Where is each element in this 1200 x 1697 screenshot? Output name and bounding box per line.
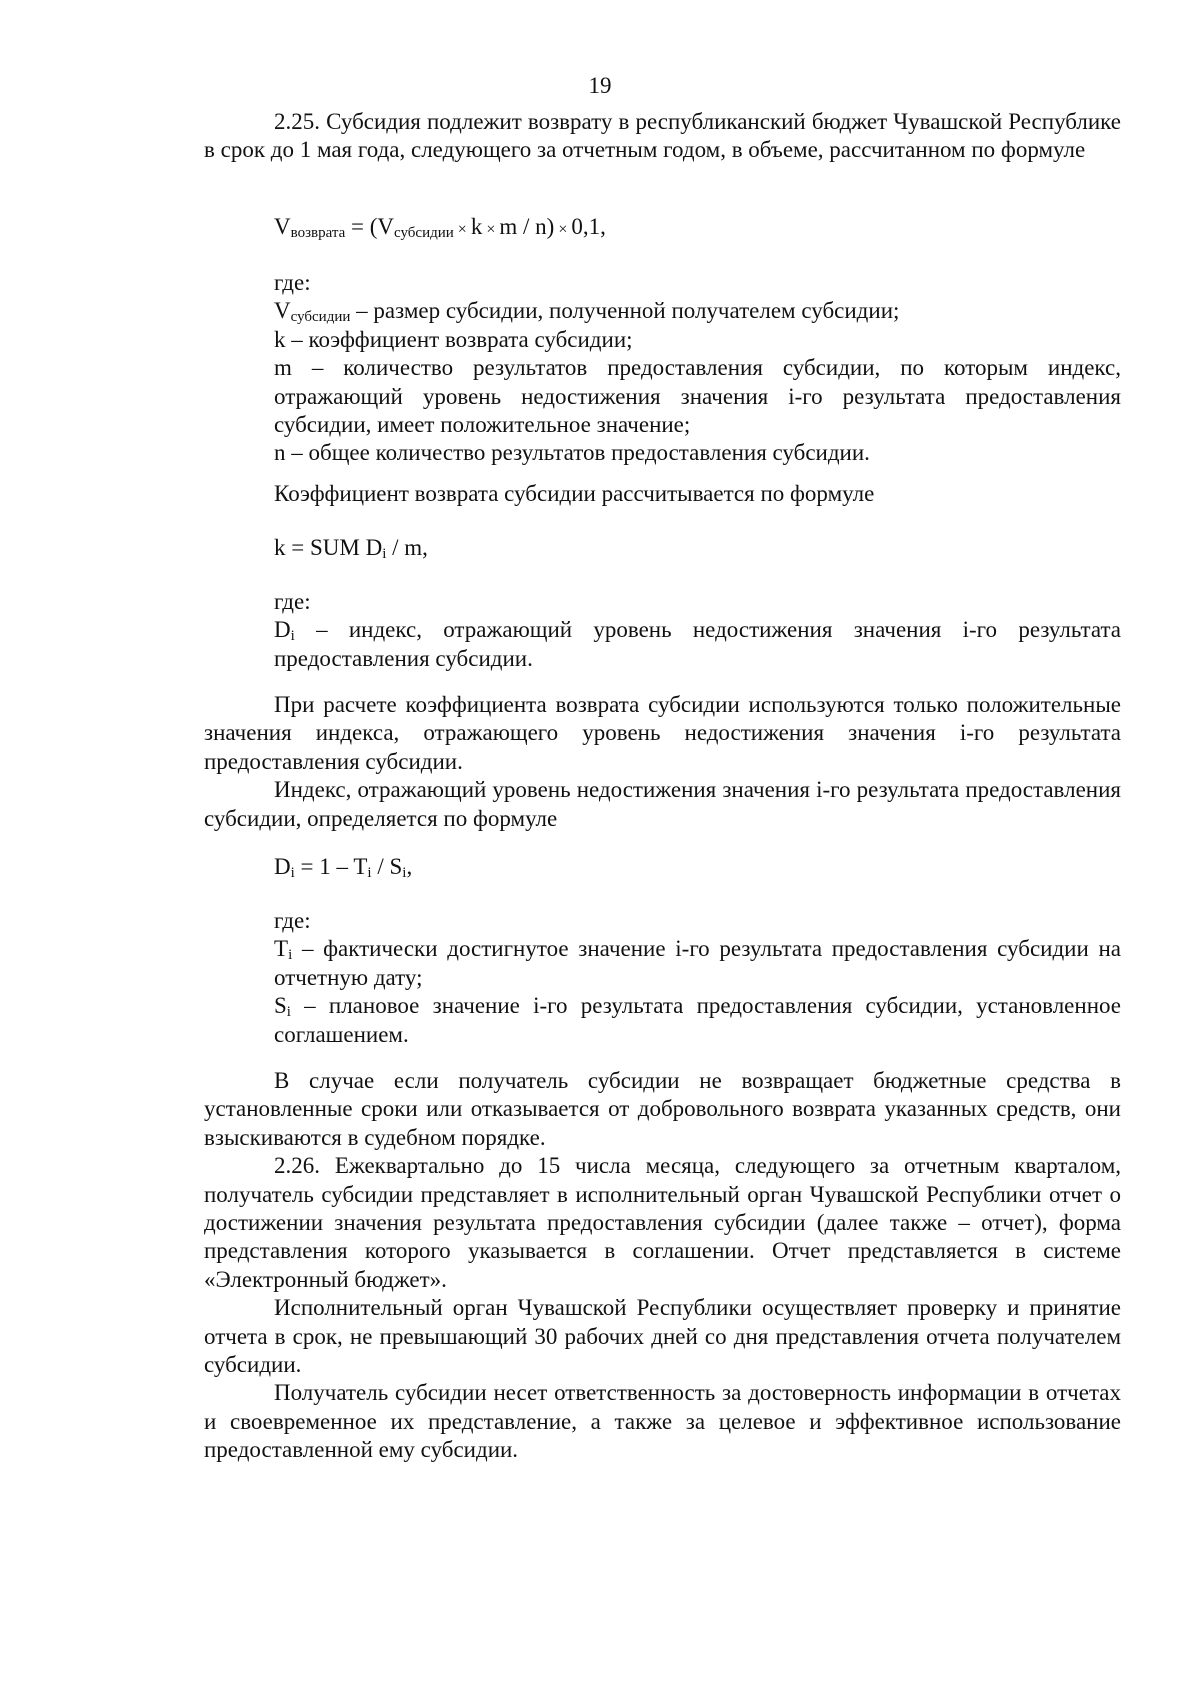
formula-v-k: k — [470, 214, 483, 239]
def-s-text: – плановое значение i-го результата предоставления субсидии, установленное соглашением. — [274, 993, 1121, 1047]
coefficient-intro-text: Коэффициент возврата субсидии рассчитывается по формуле — [274, 481, 875, 506]
formula-v-sub: возврата — [290, 225, 346, 241]
definitions-return-volume — [204, 269, 1121, 468]
paragraph-2-25-text: 2.25. Субсидия подлежит возврату в республиканский бюджет Чувашской Республике в срок до 1 мая года, следующего за отчетным годом, в объеме, рассчитанном по формуле — [204, 109, 1121, 163]
formula-d-sub: i — [290, 865, 295, 881]
formula-v-times-2: × — [486, 221, 496, 238]
formula-v-tail: 0,1, — [571, 214, 606, 239]
coefficient-intro — [204, 480, 1121, 508]
formula-v-subsidy-sub: субсидии — [394, 225, 454, 241]
definition-m: m – количество результатов предоставления субсидии, по которым индекс, отражающий уровень недостижения значения i-го результата предоставления субсидии, имеет положительное значение; — [274, 355, 1121, 438]
page-number: 19 — [588, 73, 612, 98]
paragraph-responsibility-text: Получатель субсидии несет ответственность за достоверность информации в отчетах и своевременное их представление, а также за целевое и эффективное использование предоставленной ему субсидии. — [204, 1380, 1121, 1463]
formula-return-volume-line — [274, 213, 1121, 244]
formula-s-sub: i — [402, 865, 407, 881]
paragraph-2-25 — [204, 108, 1121, 165]
definitions-index — [204, 907, 1121, 1049]
formula-k-head: k = SUM D — [274, 535, 383, 560]
def-s-var: S — [274, 993, 287, 1019]
def-d-text: – индекс, отражающий уровень недостижения значения i-го результата предоставления субсидии. — [274, 617, 1121, 671]
formula-d-mid: = 1 – T — [294, 854, 368, 879]
formula-k-line — [274, 534, 1121, 562]
formula-d-slash: / S — [371, 854, 403, 879]
paragraph-index-text: Индекс, отражающий уровень недостижения значения i-го результата предоставления субсидии, определяется по формуле — [204, 777, 1121, 831]
def-t-text: – фактически достигнутое значение i-го результата предоставления субсидии на отчетную дату; — [274, 936, 1121, 990]
paragraph-positive-text: При расчете коэффициента возврата субсидии используются только положительные значения индекса, отражающего уровень недостижения значения i-го результата предоставления субсидии. — [204, 692, 1121, 774]
paragraph-positive-values — [204, 691, 1121, 833]
definition-k: k – коэффициент возврата субсидии; — [274, 326, 633, 352]
definition-n: n – общее количество результатов предоставления субсидии. — [274, 440, 870, 466]
paragraph-2-26-text: 2.26. Ежеквартально до 15 числа месяца, следующего за отчетным кварталом, получатель субсидии представляет в исполнительный орган Чувашской Республики отчет о достижении значения результата предоставления субсидии (далее также – отчет), форма представления которого указывается в соглашении. Отчет представляется в системе «Электронный бюджет». — [204, 1153, 1121, 1292]
def-v-sub: субсидии — [290, 309, 351, 326]
def-t-sub: i — [288, 947, 293, 964]
def-d-sub: i — [290, 628, 295, 645]
def-d-var: D — [274, 617, 291, 643]
formula-v-times-3: × — [558, 221, 568, 238]
formula-return-volume — [204, 213, 1121, 244]
formula-v-var: V — [274, 214, 291, 239]
where-label-1: где: — [274, 270, 311, 295]
formula-v-times-1: × — [457, 221, 467, 238]
formula-d-end: , — [406, 854, 413, 879]
formula-k-tail: / m, — [386, 535, 428, 560]
where-label-2: где: — [274, 589, 311, 614]
formula-index — [204, 853, 1121, 881]
definition-t — [204, 935, 1121, 992]
def-t-var: T — [274, 936, 289, 962]
formula-coefficient — [204, 534, 1121, 562]
definition-v-subsidy — [204, 297, 1121, 325]
def-v-text: – размер субсидии, полученной получателем субсидии; — [350, 298, 900, 324]
formula-t-sub: i — [367, 865, 372, 881]
formula-v-m-n: m / n) — [499, 214, 555, 239]
formula-v-eq: = (V — [351, 214, 395, 239]
where-label-3: где: — [274, 908, 311, 933]
paragraph-check-text: Исполнительный орган Чувашской Республики осуществляет проверку и принятие отчета в срок, не превышающий 30 рабочих дней со дня представления отчета получателем субсидии. — [204, 1295, 1121, 1378]
paragraph-court-text: В случае если получатель субсидии не возвращает бюджетные средства в установленные сроки или отказывается от добровольного возврата указанных средств, они взыскиваются в судебном порядке. — [204, 1068, 1121, 1150]
formula-d-line — [274, 853, 1121, 881]
definition-s — [204, 992, 1121, 1049]
def-v-var: V — [274, 298, 291, 324]
paragraph-court-recovery — [204, 1067, 1121, 1465]
formula-k-sub: i — [382, 546, 387, 562]
formula-d-var: D — [274, 854, 291, 879]
definitions-coefficient — [204, 588, 1121, 673]
def-s-sub: i — [286, 1004, 291, 1021]
definition-d — [204, 616, 1121, 673]
